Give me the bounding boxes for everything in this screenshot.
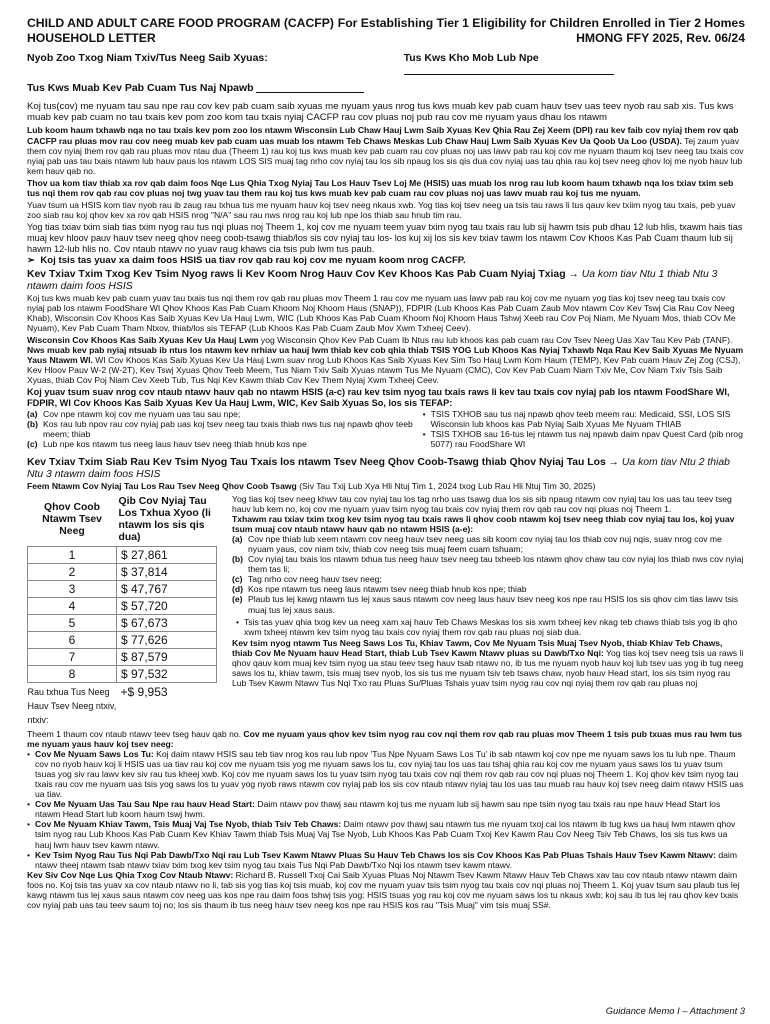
income-effective-bold: Feem Ntawm Cov Nyiaj Tau Los Rau Tsev Neeg Qhov Coob Tsawg — [27, 481, 297, 492]
hsis-once-paragraph: Yuav tsum ua HSIS kom tiav nyob rau ib zaug rau txhua tus me nyuam hauv koj tsev neeg nkaus xwb. Yog tias koj tsev neeg ua tsis tau raws li tus qauv kev txiim nyog tau txais, peb yuav zoo siab rau koj qhov kev xa rov qab HSIS nrog "N/A" sau rau nws nrog rau koj lub npe los thiab sau hnub tim rau. — [27, 200, 736, 221]
required-info-key: (e) — [232, 594, 243, 605]
category-item — [27, 749, 745, 799]
header-right — [338, 16, 745, 45]
greeting-label: Nyob Zoo Txog Niam Txiv/Tus Neeg Saib Xyuas: — [27, 52, 268, 64]
w2-text-1: yog Wisconsin Qhov Kev Pab Cuam Ib Ntus rau lub khoos kas pab cuam rau Cov Tsev Neeg Uas Xav Tau Kev Pab (TANF). — [258, 335, 733, 346]
income-limit-cell: $ 47,767 — [117, 580, 217, 597]
special-categories-paragraph — [232, 638, 745, 688]
criteria-item — [27, 439, 415, 449]
income-required-list — [232, 534, 745, 615]
category-item-text — [35, 749, 745, 799]
privacy-bold: Kev Siv Cov Nqe Lus Qhia Txog Cov Ntaub Ntawv: — [27, 869, 234, 880]
criteria-item — [27, 409, 415, 419]
section1-title-bold: Kev Txiav Txim Txog Kev Tsim Nyog raws li Kev Koom Nrog Hauv Cov Kev Khoos Kas Pab Cuam Nyiaj Txiag — [27, 268, 566, 280]
income-effective-line — [27, 481, 745, 491]
criteria-item-text: Cov npe ntawm koj cov me nyuam uas tau sau npe; — [43, 409, 241, 420]
form-fields — [27, 52, 745, 78]
household-size-cell: 6 — [28, 631, 117, 648]
income-limit-cell: $ 67,673 — [117, 614, 217, 631]
arrow-bullet-icon: ➢ — [27, 254, 41, 266]
required-info-item — [232, 584, 745, 594]
household-size-cell: 5 — [28, 614, 117, 631]
category-item-bold: Kev Tsim Nyog Rau Tus Nqi Pab Dawb/Txo Nqi rau Lub Tsev Kawm Ntawv Pluas Su Hauv Teb Chaws los sis Cov Khoos Kas Pab Pluas Tshais Hauv Tsev Kawm Ntawv: — [35, 849, 716, 860]
category-item-text — [35, 850, 745, 870]
required-info-item — [232, 574, 745, 584]
citizenship-bullet-text: Tsis tas yuav qhia txog kev ua neeg xam xaj hauv Teb Chaws Meskas los sis xwm txheej kev nkag teb chaws thiab tsis yog ib qho xwm txheej ntawm kev tsim nyog tau txais cov nyiaj them rov qab rau pluas noj siab dua. — [244, 616, 738, 637]
tier1-continuation — [27, 729, 745, 749]
category-item-rest: Daim ntawv pov thawj sau ntawm koj tus me nyuam lub sij hawm sau npe tsim nyog tau txais rau npe hauv Head Start los ntawm Head Start lub koom haum tswj hwm. — [35, 799, 721, 820]
section1-title — [27, 269, 745, 293]
category-item-bold: Cov Me Nyuam Khiav Tawm, Tsis Muaj Vaj Tse Nyob, thiab Tsiv Teb Chaws: — [35, 819, 342, 830]
criteria-right-list — [415, 409, 745, 449]
household-size-cell: 7 — [28, 648, 117, 665]
special-categories-bold: Kev tsim nyog ntawm Tus Neeg Saws Los Tu, Khiav Tawm, Cov Me Nyuam Tsis Muaj Tsev Nyob, thiab Khiav Teb Chaws, thiab Cov Me Nyuam hauv Head Start, thiab Lub Tsev Kawm Ntawv pluas su Dawb/Txo Nqi: — [232, 637, 723, 658]
purpose-title: For Establishing Tier 1 Eligibility for Children Enrolled in Tier 2 Homes — [337, 16, 745, 30]
household-size-cell: 2 — [28, 563, 117, 580]
privacy-text: Richard B. Russell Txoj Cai Saib Xyuas Pluas Noj Ntawm Tsev Kawm Ntawv Hauv Teb Chaws xav tau cov ntaub ntawv ntawm daim foos no. Koj tsis tas yuav xa cov ntaub ntawv no li, tab sis yog tias koj tsis muab, koj cov me nyuam yuav tsis tsim nyog tau txais cov nqi pluas noj Theem 1. Koj yuav tsum sau plaub tus lej kawg ntawm tus lej xaus saus ntawm cov neeg uas kos npe rau daim foos tshwj tsis yog: HSIS tsuas yog rau koj cov me nyuam saws los tu nkaus xwb; koj sau ib tus lej rau qhov kev txais cov nyiaj pab uas tau teev saum toj no; los sis thaum ib tus neeg hauv tsev neeg kos npe rau HSIS kos rau "Tsis Muaj" vim tsis muaj SS#. — [27, 869, 740, 911]
required-info-item — [232, 594, 745, 614]
income-table-wrap — [27, 494, 224, 729]
income-table-row — [28, 597, 217, 614]
sponsor-paragraph — [27, 125, 745, 175]
criteria-item-key: (c) — [27, 439, 38, 450]
section2-title-italic: → Ua kom tiav Ntu 2 thiab Ntu 3 ntawm daim foos HSIS — [27, 457, 730, 481]
required-info-key: (b) — [232, 554, 243, 565]
criteria-item — [27, 419, 415, 439]
section1-criteria — [27, 409, 745, 449]
arrow-note-text: Koj tsis tas yuav xa daim foos HSIS ua tiav rov qab rau koj cov me nyuam koom nrog CACFP. — [40, 254, 466, 266]
income-required-info-heading: Txhawm rau txiav txim txog kev tsim nyog tau txais raws li qhov coob ntawm koj tsev neeg thiab cov nyiaj tau los, koj yuav tsum muaj cov ntaub ntawv hauv qab no ntawm HSIS (a-e): — [232, 513, 735, 534]
special-categories-text: Yog tias koj tsev neeg tsis ua raws li qhov qauv kom muaj kev tsim nyog ua stau teev tseg hauv tsab ntawv no, ib tus me nyuam nyob hauv koj lub tsev uas yog ib tug neeg saws los tu, khiav tawm, tsis muaj tsev nyob, los sis tus me nyuam tsiv teb tsaws chaw, nyob hauv Head start, los sis tsim nyog rau Lub Tsev Kawm Ntawv Tus Nqi Txo rau Pluas Su/Pluas Tshais yuav tsim nyog rau cov nqi nyiaj them rov qab rau pluas noj — [232, 647, 744, 689]
income-limit-cell: $ 27,861 — [117, 546, 217, 563]
provider-number-field[interactable] — [27, 82, 745, 94]
criteria-item-key: (a) — [27, 409, 38, 420]
w2-text-2: WI Cov Khoos Kas Saib Xyuas Kev Ua Hauj Lwm suav nrog Lub Khoos Kas Saib Xyuas Kev Sim Tso Hauj Lwm Kom Haum (TEMP), Kev Pab cuam Hauv Zej Zog (CSJ), Kev Hloov Pauv W-2 (W-2T), Kev Tswj Xyuas Qhov Teeb Meem, Tus Niam Txiv Saib Xyuas ntawm Tus Me Nyuam (CMC), Cov Kev Pab Cuam Niam Txiv Me, Cov Niam Txiv Tsis Saib Xyuas, thiab Cov Poj Niam Cev Xeeb Tub, Tus Nqi Kev Kawm thiab Cov Kev Them Nyiaj Xwm Txheej Ceev. — [27, 355, 741, 386]
section1-w2-paragraph — [27, 335, 745, 385]
header-left — [27, 16, 334, 45]
do-not-list-item — [423, 429, 745, 449]
required-info-text: Kos npe ntawm tus neeg laus ntawm tsev neeg thiab hnub kos npe; thiab — [248, 584, 527, 595]
category-item-text — [35, 799, 745, 819]
section2-title — [27, 457, 745, 481]
letter-header — [27, 16, 745, 45]
category-item-rest: Koj daim ntawv HSIS sau teb tiav nrog kos rau lub npov 'Tus Npe Nyuam Saws Los Tu' ib sab ntawm koj cov npe me nyuam saws los tu lub npe. Thaum cov no nyob hauv koj li HSIS uas ua tiav rau koj cov me nyuam tsis yog me nyuam saws los tu, cov nyiaj tau los uas tau tshaj qhia rau koj cov me nyuam yaus saws los tu yuav tsum tsuas yog siv rau lawv kev siv rau tus kheej xwb. Koj cov me nyuam saws los tu yuav tsim nyog tau txais cov nqi them rov qab rau cov nqi pluas noj Theem 1. Koj qhov kev tsim nyog tau txais rau cov me nyuam uas tsis yog saws los tu yuav yog nyob raws ntawm cov nyiaj pab los sis cov ntaub ntawv nyiaj tau los uas tau muab rau hauv koj tsev neeg daim ntawv HSIS uas ua tiav. — [35, 748, 744, 800]
category-item-bold: Cov Me Nyuam Saws Los Tu: — [35, 748, 154, 759]
income-threshold-paragraph: Yog tias koj tsev neeg khwv tau cov nyiaj tau los tag nrho uas tsawg dua los sis sib npaug ntawm cov nyiaj tau los uas tau teev tseg hauv lub kem no, koj cov me nyuam yuav tsim nyog tau txais cov nyiaj them rov qab rau cov nqi pluas noj Theem 1. — [232, 493, 732, 514]
category-item-rest: daim ntawv theej ntawm tsab ntawv txiav txim txog kev tsim nyog tau txais Tus Nqi Pab Dawb/Txo Nqi los ntawm tsev kawm ntawv. — [35, 849, 737, 870]
income-eligibility-table — [27, 494, 217, 729]
criteria-item-key: (b) — [27, 419, 38, 430]
tier1-continuation-text: Theem 1 thaum cov ntaub ntawv teev tseg hauv qab no. — [27, 728, 244, 739]
sponsor-text: Tej zaum yuav them cov nyiaj them rov qab rau pluas mov ntau dua (Theem 1) rau koj tus kws muab kev pab cuam rau cov pluas noj uas lawv pab rau koj cov me nyuam thaum koj tsev neeg tau txais cov nyiaj pab uas tau txais ntawm lub hauv paus los ntawm LOS SIS muaj tag nrho cov nyiaj tau los sib npaug los sis qis dua cov nyiaj uas tau qhia rau koj tsev neeg qhov loj me nyob hauv lub kem hauv qab no. — [27, 135, 744, 176]
provider-name-line[interactable] — [404, 64, 614, 75]
additional-member-row — [28, 682, 217, 729]
household-size-cell: 3 — [28, 580, 117, 597]
required-info-key: (a) — [232, 533, 243, 544]
provider-number-line[interactable] — [256, 82, 364, 93]
income-table-row — [28, 648, 217, 665]
required-info-key: (c) — [232, 574, 243, 585]
section1-programs-paragraph: Koj tus kws muab kev pab cuam yuav tau txais tus nqi them rov qab rau pluas mov Theem 1 rau cov me nyuam uas lawv pab rau koj cov me nyuam yog tias koj tsev neeg tau txais cov nyiaj pab los ntawm FoodShare WI Qhov Khoos Kas Pab Cuam Khoom Noj Khoom Haus (SNAP)), FDPIR (Lub Khoos Kas Pab Cuam Zaub Mov ntawm Cov Kev Tswj Cia Rau Cov Neeg Khab), Wisconsin Cov Khoos Kas Saib Xyuas Kev Ua Hauj Lwm, WIC (Lub Khoos Kas Pab Cuam Khoom Noj Khoom Haus Tshwj Xeeb rau Cov Poj Niam, Me Nyuam Mos, thiab COv Me Nyuam), Kev Pab Cuam Tham Ntxov, thiab/los sis TEFAP (Lub Khoos Kas Pab Cuam Zaub Mov Xwm Txheej Ceev). — [27, 292, 736, 333]
income-limit-cell: $ 77,626 — [117, 631, 217, 648]
income-table-row — [28, 614, 217, 631]
income-table-row — [28, 546, 217, 563]
category-item-rest: Daim ntawv pov thawj sau ntawm tus me nyuam txoj cai los ntawm ib tug kws ua hauj lwm ntawm qhov tsim nyog rau Lub Khoos Kas Pab Cuam Kev Khiav Tawm thiab Tsis Muaj Vaj Tse Nyob, Lub Khoos Kas Pab Cuam Txoj Kev Kawm Rau Cov Neeg Tsiv Teb Chaws, los sis tus kws ua hauj lwm hauv tsev kawm ntawv. — [35, 819, 736, 850]
do-not-list-text: TSIS TXHOB sau tus naj npawb qhov teeb meem rau: Medicaid, SSI, LOS SIS Wisconsin lub khoos kas Pab Nyiaj Saib Xyuas Me Nyuam THIAB — [430, 409, 731, 430]
required-info-key: (d) — [232, 584, 243, 595]
w2-bold-1: Wisconsin Cov Khoos Kas Saib Xyuas Kev Ua Hauj Lwm — [27, 335, 259, 346]
provider-number-label: Tus Kws Muab Kev Pab Cuam Tus Naj Npawb — [27, 82, 254, 94]
eligibility-duration-paragraph: Yog tias txiav txim siab tias txim nyog rau tus nqi pluas noj Theem 1, koj cov me nyuam teem yuav txim nyog tau txais rau lub sij hawm tsis pub dhau 12 lub hlis, txawm hais tias muaj kev hloov pauv hauv tsev neeg qhov neeg coob-tsawg thiab/los sis cov nyiaj tau los- los kuj xij los sis kev txiav tawm los ntawm Cov Khoos Kas Pab Cuam thaum lub sij hawm 12-lub hlis no. Cov ntaub ntawv no yuav raug khaws cia tsis pub lwm tus paub. — [27, 222, 743, 254]
sponsor-bold: Lub koom haum txhawb nqa no tau txais kev pom zoo los ntawm Wisconsin Lub Chaw Hauj Lwm Saib Xyuas Kev Qhia Rau Zej Xeem (DPI) rau kev faib cov nyiaj them rov qab CACFP rau pluas mov rau cov neeg muab kev pab cuam uas muab los ntawm Teb Chaws Meskas Lub Chaw Hauj Lwm Saib Xyuas Kev Ua Qoob Ua Loo (USDA). — [27, 125, 739, 146]
annual-income-header: Qib Cov Nyiaj Tau Los Txhua Xyoo (li ntawm los sis qis dua) — [118, 495, 211, 543]
required-info-item — [232, 554, 745, 574]
section1-title-italic: → Ua kom tiav Ntu 1 thiab Ntu 3 ntawm daim foos HSIS — [27, 268, 718, 292]
footer-attachment-label: Guidance Memo I – Attachment 3 — [605, 1005, 745, 1016]
income-table-row — [28, 580, 217, 597]
criteria-item-text: Kos rau lub npov rau cov nyiaj pab uas koj tsev neeg tau txais thiab nws tus naj npawb qhov teeb meem; thiab — [43, 419, 413, 440]
letter-title: HOUSEHOLD LETTER — [27, 30, 156, 45]
citizenship-bullet — [232, 617, 745, 637]
required-info-text: Plaub tus lej kawg ntawm tus lej xaus saus ntawm cov neeg laus hauv tsev neeg kos npe rau HSIS los sis qhov cim tias lawv tsis muaj tus lej xaus saus. — [248, 594, 739, 615]
return-hsis-paragraph: Thov ua kom tiav thiab xa rov qab daim foos Nqe Lus Qhia Txog Nyiaj Tau Los Hauv Tsev Loj Me (HSIS) uas muab los nrog rau lub koom haum txhawb nqa los txiav txim seb tus nqi them rov qab rau cov pluas noj twg yuav tau them rau koj tus kws muab kev pab cuam rau cov pluas noj uas lawv muab rau koj tus me nyuam. — [27, 177, 734, 198]
program-title: CHILD AND ADULT CARE FOOD PROGRAM (CACFP) — [27, 16, 334, 30]
category-item — [27, 819, 745, 849]
income-limit-cell: $ 37,814 — [117, 563, 217, 580]
bullet-icon: • — [27, 849, 31, 860]
income-table-row — [28, 665, 217, 682]
household-letter — [27, 16, 745, 910]
bullet-icon: • — [27, 799, 31, 810]
category-item — [27, 850, 745, 870]
income-effective-dates: (Siv Tau Txij Lub Xya Hli Ntuj Tim 1, 2024 txog Lub Rau Hli Ntuj Tim 30, 2025) — [296, 481, 596, 492]
privacy-statement — [27, 870, 745, 910]
additional-member-value: +$ 9,953 — [120, 684, 168, 699]
bullet-icon: • — [27, 748, 31, 759]
criteria-left-list — [27, 409, 415, 449]
bullet-icon: • — [422, 429, 426, 440]
required-info-text: Cov nyiaj tau txais los ntawm txhua tus neeg hauv tsev neeg tau txheeb los ntawm qhov chaw tau cov nyiaj los thiab nws cov nyiaj them tas li; — [248, 554, 744, 575]
additional-member-label: Rau txhua Tus Neeg Hauv Tsev Neeg ntxiv, ntxiv: — [27, 686, 117, 725]
required-info-text: Tag nrho cov neeg hauv tsev neeg; — [248, 574, 382, 585]
household-size-cell: 1 — [28, 546, 117, 563]
income-instructions — [224, 494, 745, 729]
w2-bold-2: Nws muab kev pab nyiaj ntsuab ib ntus los ntawm kev nrhiav ua hauj lwm thiab kev cob qhia thiab TSIS YOG Lub Khoos Kas Nyiaj Txhawb Nqa Rau Kev Saib Xyuas Me Nyuam Yaus Ntawm WI. — [27, 345, 744, 366]
revision-label: HMONG FFY 2025, Rev. 06/24 — [576, 30, 745, 45]
category-item-bold: Cov Me Nyuam Uas Tau Sau Npe rau hauv Head Start: — [35, 799, 255, 810]
household-size-header: Qhov Coob Ntawm Tsev Neeg — [42, 501, 102, 537]
do-not-list-item — [423, 409, 745, 429]
criteria-item-text: Lub npe kos ntawm tus neeg laus hauv tsev neeg thiab hnub kos npe — [43, 439, 307, 450]
income-limit-cell: $ 97,532 — [117, 665, 217, 682]
required-info-item — [232, 534, 745, 554]
tier1-continuation-bold: Cov me nyuam yaus qhov kev tsim nyog rau cov nqi them rov qab rau pluas mov Theem 1 tsis pub txuas mus rau lwm tus me nyuam yaus hauv koj tsev neeg: — [27, 728, 742, 749]
arrow-note — [27, 255, 745, 266]
section1-criteria-heading: Koj yuav tsum suav nrog cov ntaub ntawv hauv qab no ntawm HSIS (a-c) rau kev tsim nyog tau txais raws li kev tau txais cov nyiaj pab los ntawm FoodShare WI, FDPIR, WI Cov Khoos Kas Saib Xyuas Kev Ua Hauj Lwm, WIC, Kev Saib Xyuas So, los sis TEFAP: — [27, 387, 730, 409]
special-category-list — [27, 749, 745, 870]
bullet-icon: • — [422, 409, 426, 420]
intro-paragraph: Koj tus(cov) me nyuam tau sau npe rau cov kev pab cuam saib xyuas me nyuam yaus nrog tus kws muab kev pab cuam hauv tsev uas teev nyob rau sab xis. Tus kws muab kev pab cuam no tau txais kev pom zoo kom tau txais nyiaj CACFP rau cov pluas noj pub rau cov me nyuam yaus dhau los ntawm — [27, 101, 734, 124]
income-table-header — [28, 494, 217, 547]
income-limit-cell: $ 87,579 — [117, 648, 217, 665]
category-item-text — [35, 819, 745, 849]
income-section — [27, 494, 745, 729]
household-size-cell: 4 — [28, 597, 117, 614]
bullet-icon: • — [236, 616, 240, 627]
section2-title-bold: Kev Txiav Txim Siab Rau Kev Tsim Nyog Tau Txais los ntawm Tsev Neeg Qhov Coob-Tsawg thiab Qhov Nyiaj Tau Los — [27, 457, 606, 469]
provider-name-label: Tus Kws Kho Mob Lub Npe — [403, 52, 539, 64]
income-table-row — [28, 563, 217, 580]
household-size-cell: 8 — [28, 665, 117, 682]
income-limit-cell: $ 57,720 — [117, 597, 217, 614]
income-table-row — [28, 631, 217, 648]
income-table-body — [28, 546, 217, 682]
category-item — [27, 799, 745, 819]
provider-name-field[interactable] — [404, 52, 745, 78]
bullet-icon: • — [27, 819, 31, 830]
required-info-text: Cov npe thiab lub xeem ntawm cov neeg hauv tsev neeg uas sib koom cov nyiaj tau los thiab cov nuj nqis, suav nrog cov me nyuam yaus, cov niam txiv, thiab cov neeg tsis muaj feem cuam tshuam; — [248, 533, 722, 555]
do-not-list-text: TSIS TXHOB sau 16-tus lej ntawm tus naj npawb daim npav Quest Card (pib nrog 5077) rau FoodShare WI — [430, 429, 743, 450]
